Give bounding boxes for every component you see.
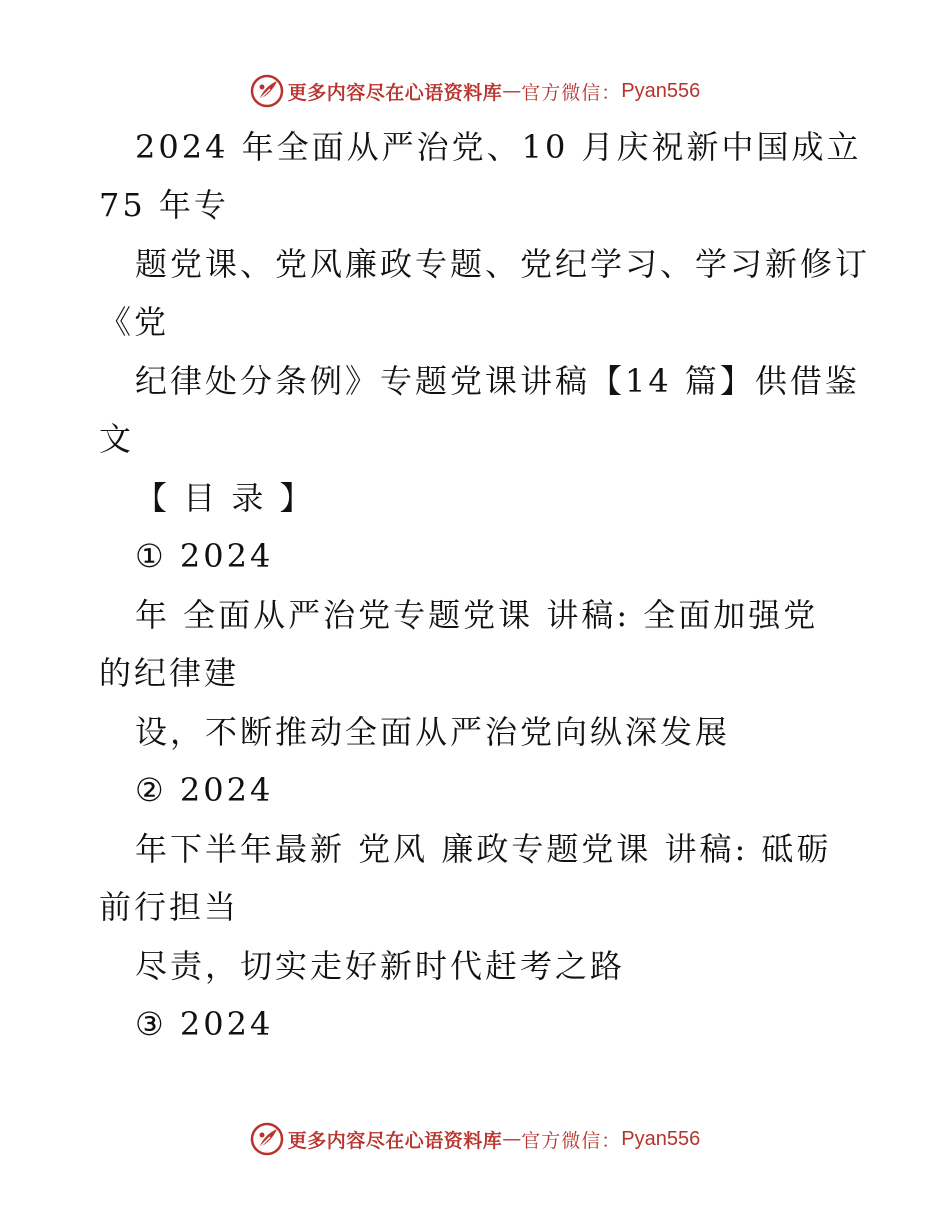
watermark-wechat-id: Pyan556 (621, 1127, 701, 1150)
toc-item-1-line-1: 年 全面从严治党专题党课 讲稿: 全面加强党 (135, 596, 819, 634)
watermark-text: 更多内容尽在心语资料库 (287, 1129, 503, 1152)
toc-item-2-line-1: 年下半年最新 党风 廉政专题党课 讲稿: 砥砺 (135, 830, 832, 868)
watermark-wechat-label: 官方微信： (521, 81, 622, 104)
toc-item-1-line-3: 设，不断推动全面从严治党向纵深发展 (135, 713, 731, 751)
toc-item-3-number: ③ 2024 (135, 1005, 274, 1043)
title-line-5: 纪律处分条例》专题党课讲稿【14 篇】供借鉴 (135, 362, 860, 400)
toc-item-2-number: ② 2024 (135, 771, 274, 809)
watermark-dash: — (502, 1128, 522, 1150)
feather-pen-logo-icon (250, 74, 284, 108)
toc-item-2-line-3: 尽责，切实走好新时代赶考之路 (135, 947, 626, 985)
title-line-6: 文 (99, 420, 135, 458)
title-line-3: 题党课、党风廉政专题、党纪学习、学习新修订 (135, 245, 871, 283)
title-line-4: 《党 (99, 303, 170, 341)
watermark-banner-bottom (0, 1119, 950, 1159)
toc-item-1-number: ① 2024 (135, 537, 274, 575)
feather-pen-logo-icon (250, 1122, 284, 1156)
toc-heading: 【 目 录 】 (135, 479, 315, 517)
title-line-1: 2024 年全面从严治党、10 月庆祝新中国成立 (135, 128, 862, 166)
watermark-banner-top (0, 71, 950, 111)
title-line-2: 75 年专 (99, 186, 229, 224)
toc-item-1-line-2: 的纪律建 (99, 654, 240, 692)
watermark-dash: — (502, 80, 522, 102)
toc-item-2-line-2: 前行担当 (99, 888, 240, 926)
watermark-text: 更多内容尽在心语资料库 (287, 81, 503, 104)
watermark-wechat-label: 官方微信： (521, 1129, 622, 1152)
watermark-wechat-id: Pyan556 (621, 79, 701, 102)
